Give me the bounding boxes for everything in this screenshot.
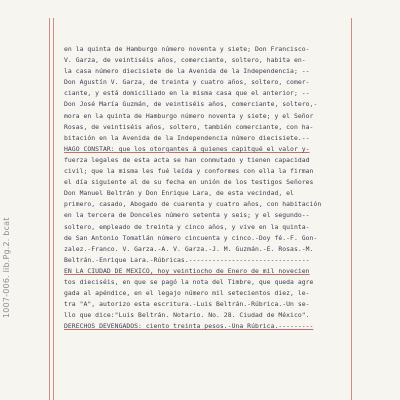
text-line-ciudad-de-mexico: EN LA CIUDAD DE MEXICO, hoy veintiocho de Enero de mil novecien [64, 266, 310, 275]
text-line: tra "A", autorizo esta escritura.-Luis Beltrán.-Rúbrica.-Un se- [64, 300, 310, 309]
text-line: zalez.-Franco. V. Garza.-A. V. Garza.-J. M. Guzmán.-E. Rosas.-M. [64, 244, 314, 253]
text-line: primero, casado, Abogado de cuarenta y cuatro años, con habitación [64, 200, 322, 209]
text-line: gada al apéndice, en el legajo número mil setecientos diez, le- [64, 289, 310, 298]
text-line: ciante, y está domiciliado en la misma casa que el anterior; -- [64, 89, 310, 98]
text-line: fuerza legales de esta acta se han conmutado y tienen capacidad [64, 155, 310, 164]
text-line: la casa número diecisiete de la Avenida de la Independencia; -- [64, 67, 310, 76]
text-line: Beltrán.-Enrique Lara.-Rúbricas.------------------------------- [64, 255, 310, 264]
text-line: tos dieciséis, en que se pagó la nota del Timbre, que queda agre [64, 277, 314, 286]
text-line: mora en la quinta de Hamburgo número noventa y siete; y el Señor [64, 111, 314, 120]
text-line: V. Garza, de veintiséis años, comerciante, soltero, habita en- [64, 56, 306, 65]
text-line: el día siguiente al de su fecha en unión de los testigos Señores [64, 178, 314, 187]
text-line: llo que dice:"Luis Beltrán. Notario. No. 28. Ciudad de México". [64, 311, 310, 320]
document-body [64, 44, 348, 332]
margin-rule-left [49, 18, 50, 400]
text-line: Don José María Guzmán, de veintiséis años, comerciante, soltero,- [64, 100, 318, 109]
text-line-derechos: DERECHOS DEVENGADOS: ciento treinta pesos.-Una Rúbrica.--------- [64, 322, 314, 331]
text-line: Don Agustín V. Garza, de treinta y cuatro años, soltero, comer- [64, 78, 310, 87]
text-line-hago-constar: HAGO CONSTAR: que los otorgantes á quienes capitqué el valor y- [64, 144, 310, 153]
margin-rule-left-inner [53, 18, 54, 400]
margin-rule-right [351, 18, 352, 400]
text-line: en la tercera de Donceles número setenta y seis; y el segundo-- [64, 211, 310, 220]
text-line: de San Antonio Tomatlán número cincuenta y cinco.-Doy fé.-F. Gon- [64, 233, 318, 242]
text-line: en la quinta de Hamburgo número noventa y siete; Don Francisco- [64, 45, 310, 53]
margin-annotation: 1007-006. lib.Pg.2. bcat [2, 217, 11, 318]
text-line: bitación en la Avenida de la Independencia número diecisiete.-- [64, 133, 310, 142]
text-line: civil; que la misma les fué leída y conformes con ella la firman [64, 167, 314, 176]
text-line: Rosas, de veintiséis años, soltero, también comerciante, con ha- [64, 122, 314, 131]
text-line: Don Manuel Beltrán y Don Enrique Lara, de esta vecindad, el [64, 189, 294, 198]
text-line: soltero, empleado de treinta y cinco años, y vive en la quinta- [64, 222, 310, 231]
